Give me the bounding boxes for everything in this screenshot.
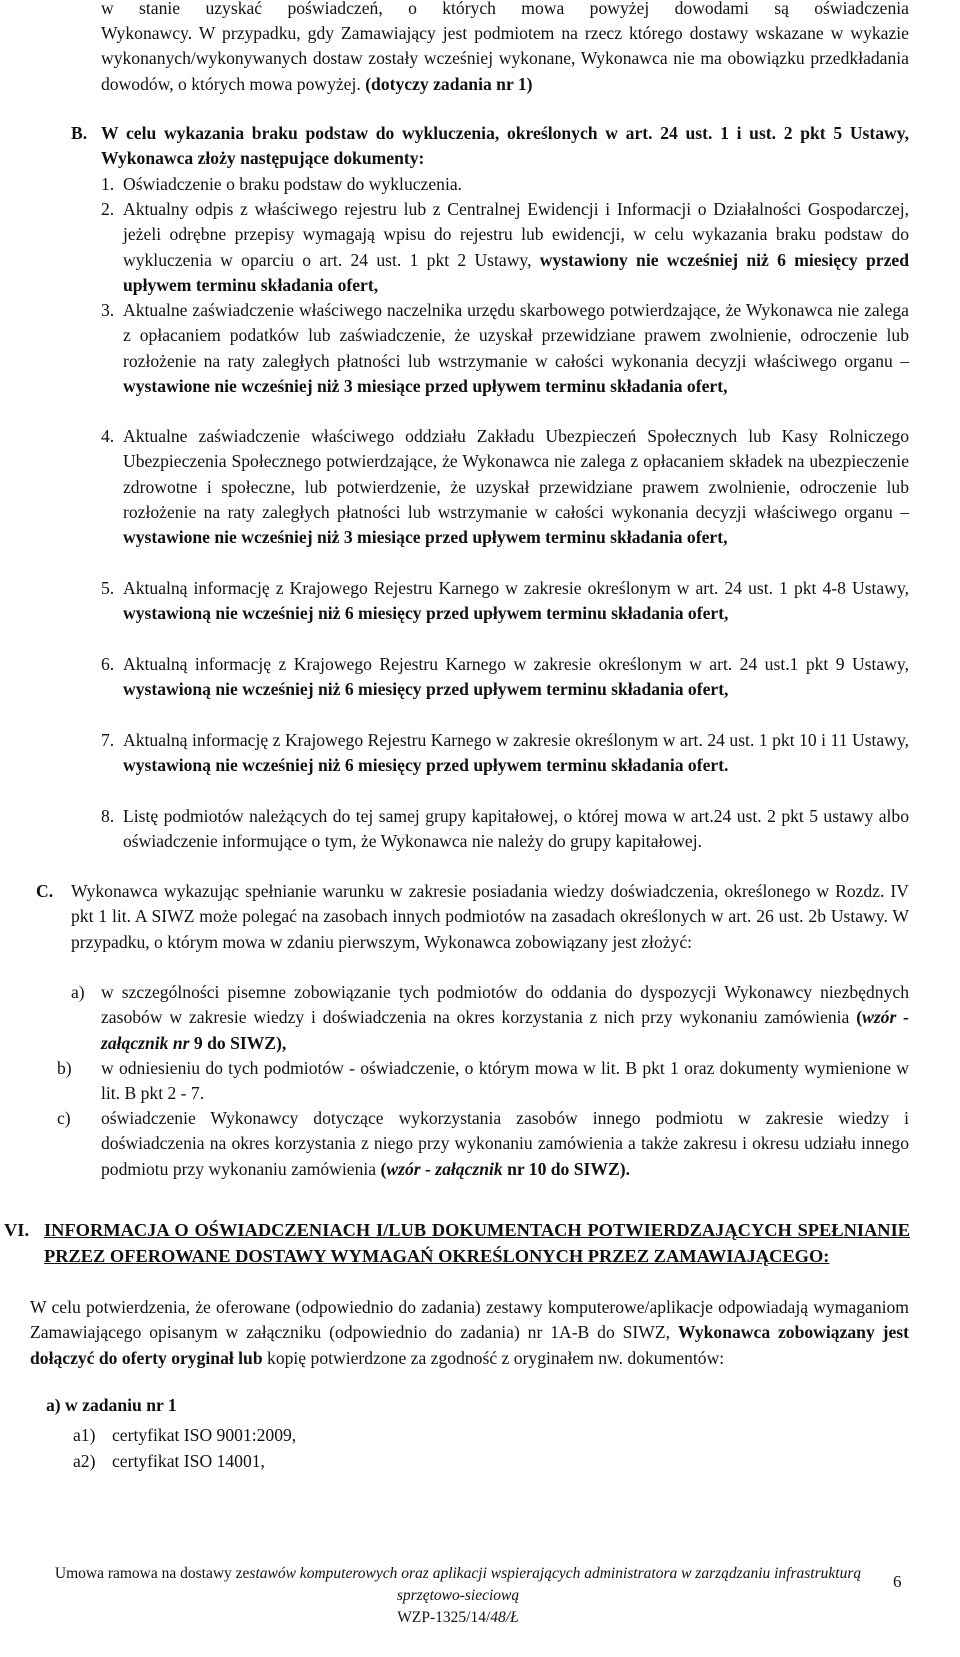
b-item-2-bold: wystawiony nie wcześniej niż 6 miesięcy przed upływem terminu składania ofert, [123, 249, 909, 295]
task-1-label: a) w zadaniu nr 1 [46, 1395, 177, 1415]
intro-line-1: w stanie uzyskać poświadczeń, o których mowa powyżej dowodami są oświadczenia [101, 0, 909, 18]
c-item-c-number: c) [57, 1108, 71, 1128]
c-item-a-number: a) [71, 982, 85, 1002]
section-vi-text-end: kopię potwierdzone za zgodność z oryginałem nw. dokumentów: [267, 1347, 725, 1368]
c-item-b: w odniesieniu do tych podmiotów - oświadczenie, o którym mowa w lit. B pkt 1 oraz dokumenty wymienione w lit. B pkt 2 - 7. [101, 1058, 909, 1104]
intro-bold-tail: (dotyczy zadania nr 1) [365, 73, 533, 94]
c-item-a [101, 980, 909, 1056]
b-item-4-number: 4. [101, 426, 115, 446]
c-item-a-open: ( [856, 1007, 863, 1028]
page-number: 6 [893, 1572, 902, 1591]
b-item-1: Oświadczenie o braku podstaw do wykluczenia. [123, 174, 463, 194]
section-vi-number: VI. [4, 1220, 30, 1240]
b-item-7-text: Aktualną informację z Krajowego Rejestru Karnego w zakresie określonym w art. 24 ust. 1 pkt 10 i 11 Ustawy, [123, 730, 909, 750]
section-c-letter: C. [36, 881, 54, 901]
b-item-2-text: Aktualny odpis z właściwego rejestru lub z Centralnej Ewidencji i Informacji o Działalności Gospodarczej, jeżeli odrębne przepisy wymagają wpisu do rejestru lub ewidencji, w celu wykazania braku podstaw do wykluczenia w oparciu o art. 24 ust. 1 pkt 2 Ustawy, [123, 199, 909, 270]
c-item-c-text: oświadczenie Wykonawcy dotyczące wykorzystania zasobów innego podmiotu w zakresie wiedzy i doświadczenia na okres korzystania z niego przy wykonaniu zamówienia a także zakresu i okresu udziału innego podmiotu przy wykonaniu zamówienia [101, 1108, 909, 1179]
b-item-5 [123, 576, 909, 627]
section-c-paragraph: Wykonawca wykazując spełnianie warunku w zakresie posiadania wiedzy doświadczenia, określonego w Rozdz. IV pkt 1 lit. A SIWZ może polegać na zasobach innych podmiotów na zasadach określonych w art. 26 ust. 2b Ustawy. W przypadku, o którym mowa w zdaniu pierwszym, Wykonawca zobowiązany jest złożyć: [71, 881, 909, 952]
b-item-7-bold: wystawioną nie wcześniej niż 6 miesięcy przed upływem terminu składania ofert. [123, 755, 729, 776]
b-item-6-text: Aktualną informację z Krajowego Rejestru Karnego w zakresie określonym w art. 24 ust.1 pkt 9 Ustawy, [123, 654, 909, 674]
b-item-6-bold: wystawioną nie wcześniej niż 6 miesięcy przed upływem terminu składania ofert, [123, 679, 729, 700]
b-item-1-number: 1. [101, 174, 115, 194]
b-item-7-number: 7. [101, 730, 115, 750]
c-item-c-italic: wzór - załącznik [386, 1158, 503, 1179]
footer-text [38, 1563, 878, 1629]
c-item-c [101, 1106, 909, 1182]
b-item-4 [123, 424, 909, 550]
c-item-a-italic: wzór - załącznik nr [101, 1007, 909, 1053]
footer-prefix: Umowa ramowa na dostawy ze [54, 1565, 250, 1582]
section-b-heading: W celu wykazania braku podstaw do wykluczenia, określonych w art. 24 ust. 1 i ust. 2 pkt 5 Ustawy, Wykonawca złoży następujące dokumenty: [101, 123, 909, 169]
b-item-5-bold: wystawioną nie wcześniej niż 6 miesięcy przed upływem terminu składania ofert, [123, 603, 729, 624]
c-item-b-number: b) [57, 1058, 72, 1078]
intro-paragraph [101, 21, 909, 97]
b-item-4-bold: wystawione nie wcześniej niż 3 miesiące przed upływem terminu składania ofert, [123, 527, 728, 548]
b-item-5-number: 5. [101, 578, 115, 598]
cert-a2-text: certyfikat ISO 14001, [112, 1451, 265, 1471]
b-item-3-number: 3. [101, 300, 115, 320]
cert-a1-text: certyfikat ISO 9001:2009, [112, 1425, 297, 1445]
footer-ref-italic: 48/Ł [490, 1609, 519, 1626]
intro-text: Wykonawcy. W przypadku, gdy Zamawiający jest podmiotem na rzecz którego dostawy wskazane w wykazie wykonanych/wykonywanych dostaw zostały wcześniej wykonane, Wykonawca nie ma obowiązku przedkładania dowodów, o których mowa powyżej. [101, 23, 909, 94]
section-vi-text-start: W celu potwierdzenia, że oferowane (odpowiednio do zadania) zestawy komputerowe/aplikacje odpowiadają wymaganiom Zamawiającego opisanym w załączniku (odpowiednio do zadania) nr 1A-B do SIWZ, [30, 1297, 909, 1343]
b-item-2-number: 2. [101, 199, 115, 219]
c-item-c-open: ( [380, 1158, 387, 1179]
c-item-a-bold: 9 do SIWZ), [193, 1032, 287, 1053]
footer-italic: stawów komputerowych oraz aplikacji wspierających administratora w zarządzaniu infrastrukturą sprzętowo-sieciową [249, 1565, 862, 1604]
footer-ref: WZP-1325/14/ [397, 1609, 491, 1626]
section-vi-paragraph [30, 1295, 909, 1371]
b-item-8: Listę podmiotów należących do tej samej grupy kapitałowej, o której mowa w art.24 ust. 2 pkt 5 ustawy albo oświadczenie informujące o tym, że Wykonawca nie należy do grupy kapitałowej. [123, 806, 909, 852]
section-vi-text-bold: Wykonawca zobowiązany jest dołączyć do oferty oryginał lub [30, 1322, 909, 1368]
b-item-7 [123, 728, 909, 779]
b-item-3-bold: wystawione nie wcześniej niż 3 miesiące przed upływem terminu składania ofert, [123, 375, 728, 396]
cert-a2-number: a2) [73, 1451, 96, 1471]
b-item-8-number: 8. [101, 806, 115, 826]
b-item-6 [123, 652, 909, 703]
section-b-letter: B. [71, 123, 88, 143]
b-item-2 [123, 197, 909, 298]
b-item-5-text: Aktualną informację z Krajowego Rejestru Karnego w zakresie określonym w art. 24 ust. 1 pkt 4-8 Ustawy, [123, 578, 909, 598]
b-item-6-number: 6. [101, 654, 115, 674]
c-item-c-bold: nr 10 do SIWZ). [507, 1158, 630, 1179]
b-item-4-text: Aktualne zaświadczenie właściwego oddziału Zakładu Ubezpieczeń Społecznych lub Kasy Rolniczego Ubezpieczenia Społecznego potwierdzające, że Wykonawca nie zalega z opłacaniem składek na ubezpieczenie zdrowotne i społeczne, lub potwierdzenie, że uzyskał przewidziane prawem zwolnienie, odroczenie lub rozłożenie na raty zaległych płatności lub wstrzymanie w całości wykonania decyzji właściwego organu – [123, 426, 909, 522]
b-item-3 [123, 298, 909, 399]
section-vi-title: INFORMACJA O OŚWIADCZENIACH I/LUB DOKUMENTACH POTWIERDZAJĄCYCH SPEŁNIANIE PRZEZ OFEROWANE DOSTAWY WYMAGAŃ OKREŚLONYCH PRZEZ ZAMAWIAJĄCEGO: [44, 1220, 910, 1266]
cert-a1-number: a1) [73, 1425, 96, 1445]
c-item-a-text: w szczególności pisemne zobowiązanie tych podmiotów do oddania do dyspozycji Wykonawcy niezbędnych zasobów w zakresie wiedzy i doświadczenia na okres korzystania z nich przy wykonaniu zamówienia [101, 982, 909, 1028]
b-item-3-text: Aktualne zaświadczenie właściwego naczelnika urzędu skarbowego potwierdzające, że Wykonawca nie zalega z opłacaniem podatków lub zaświadczenie, że uzyskał przewidziane prawem zwolnienie, odroczenie lub rozłożenie na raty zaległych płatności lub wstrzymanie w całości wykonania decyzji właściwego organu – [123, 300, 909, 371]
